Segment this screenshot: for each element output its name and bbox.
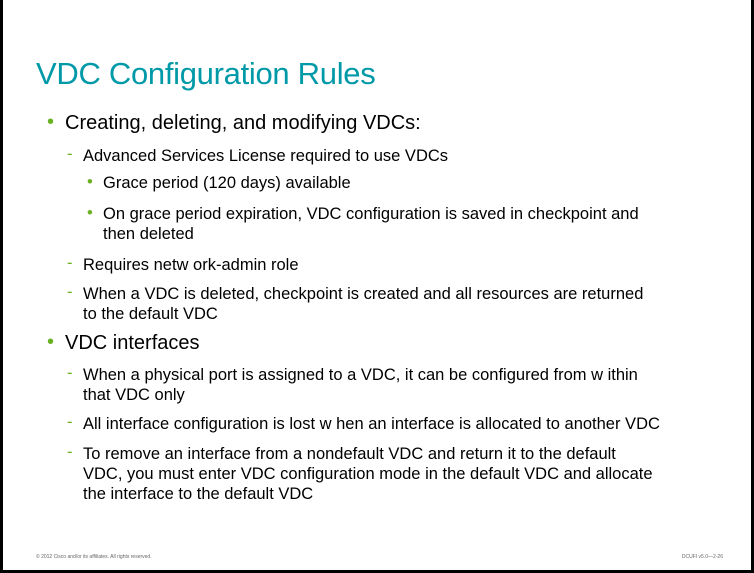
bullet-marker: • xyxy=(87,173,93,191)
bullet-text: Creating, deleting, and modifying VDCs: xyxy=(65,112,421,134)
slide-title: VDC Configuration Rules xyxy=(36,56,376,91)
dash-marker: - xyxy=(67,364,73,382)
bullet-text: On grace period expiration, VDC configuration is saved in checkpoint and then deleted xyxy=(103,205,639,243)
bullet-text: Advanced Services License required to use VDCs xyxy=(83,147,449,165)
bullet-text: All interface configuration is lost w hen an interface is allocated to another VDC xyxy=(83,415,660,433)
dash-marker: - xyxy=(67,413,73,431)
dash-marker: - xyxy=(67,254,73,272)
bullet-text: VDC interfaces xyxy=(65,332,200,354)
dash-marker: - xyxy=(67,443,73,461)
bullet-marker: • xyxy=(47,111,55,133)
bullet-text: Grace period (120 days) available xyxy=(103,174,351,192)
bullet-text: When a VDC is deleted, checkpoint is created and all resources are returned to the default VDC xyxy=(83,285,644,323)
bullet-text: When a physical port is assigned to a VDC, it can be configured from w ithin that VDC only xyxy=(83,366,638,404)
bullet-marker: • xyxy=(47,331,55,353)
dash-marker: - xyxy=(67,283,73,301)
footer-course-id: DCUFI v5.0—2-26 xyxy=(681,554,723,560)
bullet-text: To remove an interface from a nondefault VDC and return it to the default VDC, you must enter VDC configuration mode in the default VDC and allocate the interface to the default VDC xyxy=(83,445,653,503)
bullet-text: Requires netw ork-admin role xyxy=(83,256,299,274)
bullet-marker: • xyxy=(87,204,93,222)
footer-copyright: © 2012 Cisco and/or its affiliates. All rights reserved. xyxy=(36,554,152,560)
dash-marker: - xyxy=(67,145,73,163)
